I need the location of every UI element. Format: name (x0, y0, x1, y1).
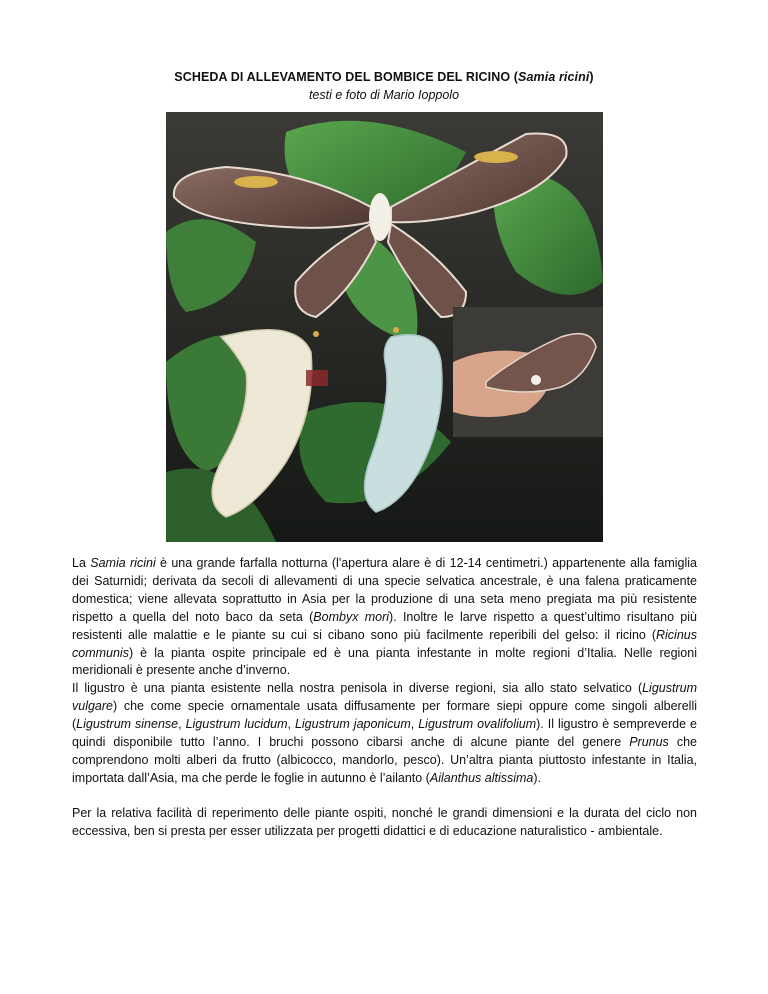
title-close: ) (589, 70, 594, 84)
caterpillar-head (393, 327, 399, 333)
photo-collage-illustration (166, 112, 603, 542)
text-run: , (287, 717, 295, 732)
text-run: che comprendono molti alberi da frutto (albicocco, mandorlo, pesco). Un’altra pianta piuttosto infestante in Italia, importata dall’Asia, ma che perde le foglie in autunno è l’ailanto ( (72, 735, 697, 785)
text-run: ). Inoltre le larve rispetto a quest’ultimo risultano più resistenti alle malattie e le piante su cui si cibano sono più facilmente reperibili del gelso: il ricino ( (72, 609, 697, 642)
red-object (306, 370, 328, 386)
page-title (0, 70, 768, 84)
text-run: , (410, 717, 419, 732)
title-text: SCHEDA DI ALLEVAMENTO DEL BOMBICE DEL RICINO ( (174, 70, 519, 84)
text-run-italic: Ligustrum vulgare (72, 681, 697, 714)
text-run-italic: Ricinus communis (72, 627, 697, 660)
paragraph-conclusion: Per la relativa facilità di reperimento delle piante ospiti, nonché le grandi dimensioni e la durata del ciclo non eccessiva, ben si presta per esser utilizzata per progetti didattici e di educazione naturalistico - ambientale. (72, 805, 697, 838)
text-run: ). (533, 770, 542, 785)
text-run: Il ligustro è una pianta esistente nella nostra penisola in diverse regioni, sia allo stato selvatico ( (72, 681, 643, 696)
text-run-italic: Samia ricini (90, 556, 156, 570)
paragraph-intro (72, 555, 697, 680)
text-run: ) è la pianta ospite principale ed è una pianta infestante in molte regioni d’Italia. Nelle regioni meridionali è presente anche d’inverno. (72, 645, 697, 678)
text-run-italic: Bombyx mori (313, 609, 390, 624)
text-run-italic: Ligustrum ovalifolium (418, 717, 537, 732)
title-species: Samia ricini (518, 70, 590, 84)
text-run: ). Il ligustro è sempreverde e quindi disponibile tutto l’anno. I bruchi possono cibarsi anche di alcune piante del genere (72, 717, 697, 750)
moth-wing-spot (234, 176, 278, 188)
moth-body (369, 193, 391, 241)
moth-wing-spot (474, 151, 518, 163)
text-run: ) che come specie ornamentale usata diffusamente per formare siepi oppure come singoli alberelli ( (72, 699, 697, 732)
text-run: è una grande farfalla notturna (l'apertura alare è di 12-14 centimetri.) appartenente alla famiglia dei Saturnidi; derivata da secoli di allevamenti di una specie selvatica ancestrale, è una falena praticamente domestica; viene allevata soprattutto in Asia per la produzione di una seta meno pregiata ma più resistente rispetto a quella del noto baco da seta ( (72, 556, 697, 624)
text-run-italic: Ligustrum lucidum (185, 717, 288, 732)
caterpillar-head (313, 331, 319, 337)
paragraph-ligustro (72, 680, 697, 787)
page-subtitle: testi e foto di Mario Ioppolo (308, 88, 460, 102)
text-run-italic: Ligustrum japonicum (294, 717, 411, 732)
text-run: La (72, 556, 91, 570)
photo-collage (166, 112, 603, 542)
body-text (72, 555, 697, 841)
text-run-italic: Ligustrum sinense (76, 717, 179, 732)
text-run: , (178, 717, 186, 732)
text-run-italic: Ailanthus altissima (429, 770, 534, 785)
text-run-italic: Prunus (629, 735, 669, 750)
inset-moth-body (531, 375, 541, 385)
